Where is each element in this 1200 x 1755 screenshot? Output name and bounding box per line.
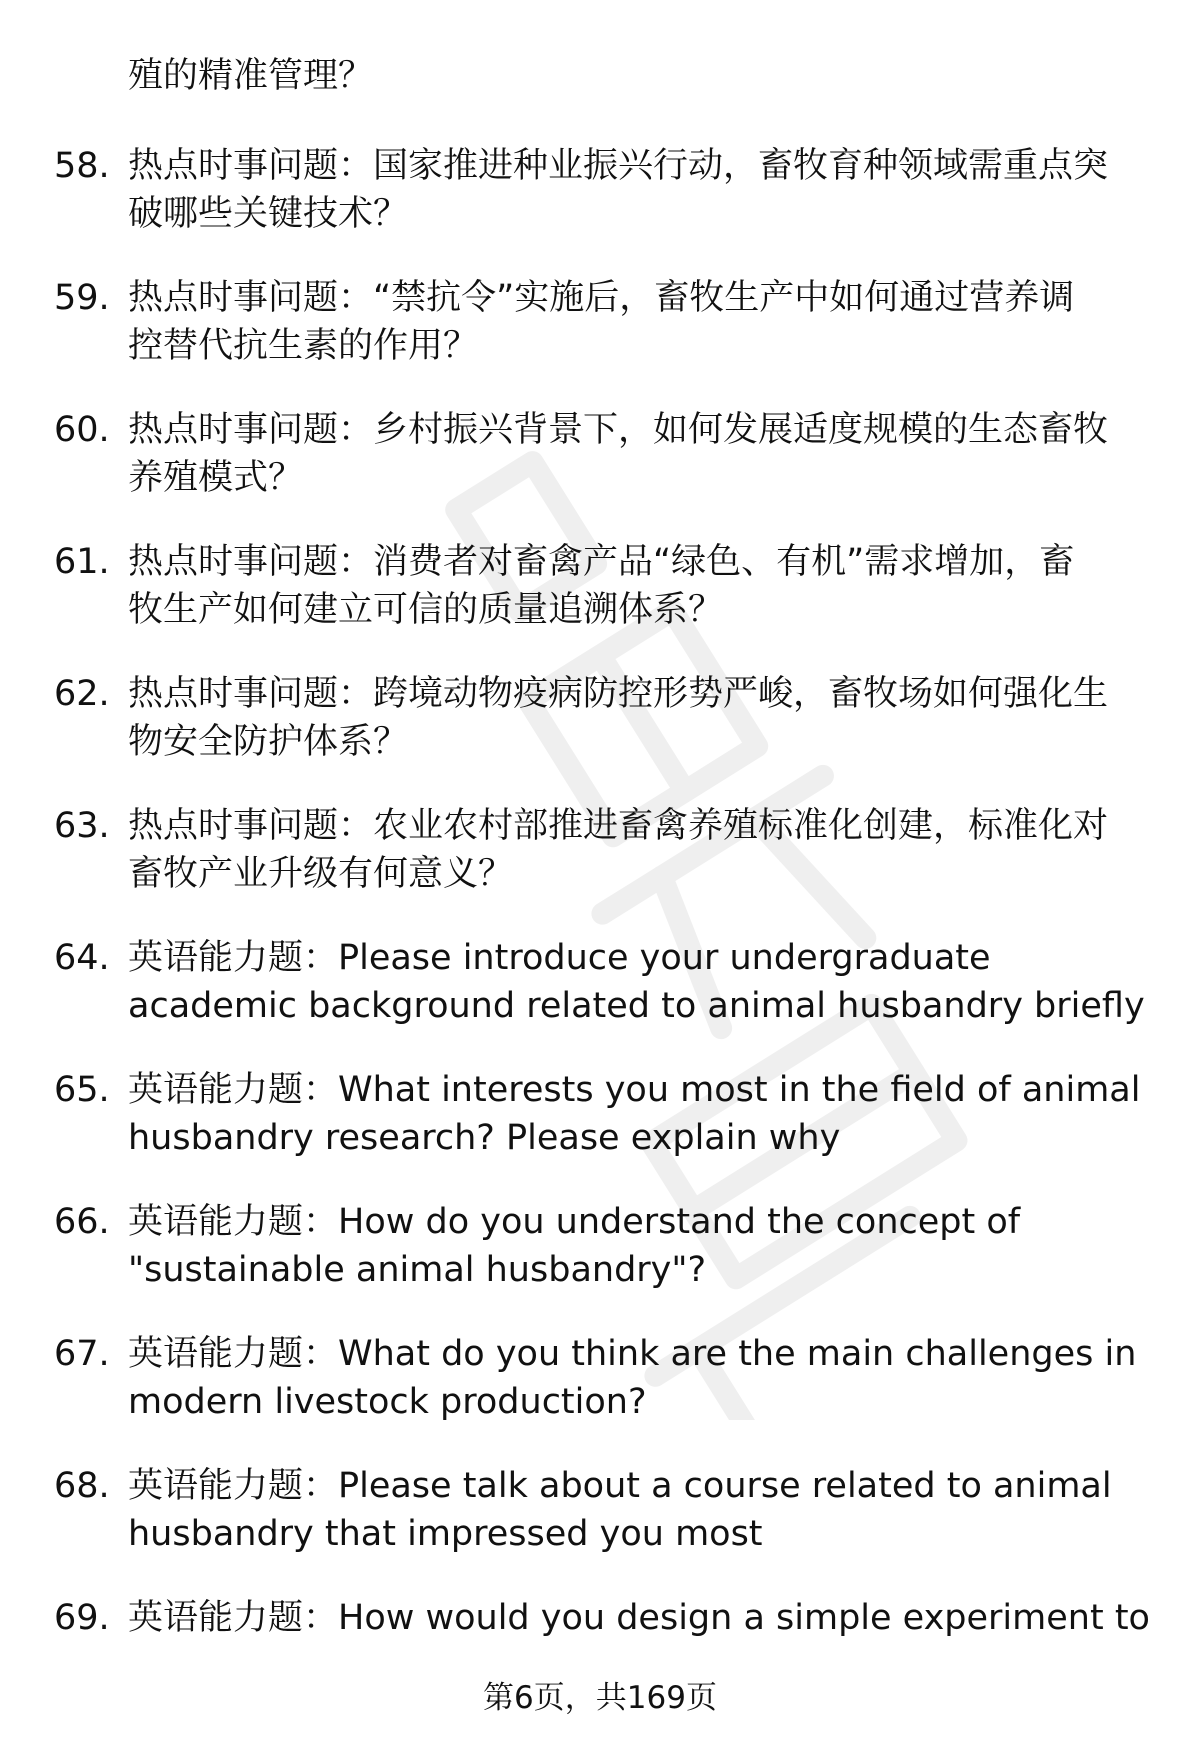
question-line: academic background related to animal husbandry briefly — [128, 986, 1145, 1026]
question-item — [0, 274, 1200, 370]
question-number: 68. — [54, 1466, 110, 1506]
question-text — [128, 274, 1163, 370]
question-item — [0, 670, 1200, 766]
question-number: 58. — [54, 146, 110, 186]
question-text — [128, 406, 1163, 502]
question-item — [0, 802, 1200, 898]
question-line: 热点时事问题：消费者对畜禽产品“绿色、有机”需求增加，畜 — [128, 542, 1075, 582]
question-item — [0, 406, 1200, 502]
question-number: 60. — [54, 410, 110, 450]
question-number: 65. — [54, 1070, 110, 1110]
question-text — [128, 1462, 1163, 1558]
question-number: 59. — [54, 278, 110, 318]
question-text — [128, 538, 1163, 634]
question-number: 63. — [54, 806, 110, 846]
question-line: 英语能力题：How do you understand the concept of — [128, 1202, 1021, 1242]
question-line: modern livestock production? — [128, 1382, 647, 1422]
question-item — [0, 1198, 1200, 1294]
question-line: 英语能力题：What do you think are the main challenges in — [128, 1334, 1137, 1374]
question-item — [0, 538, 1200, 634]
question-line: 牧生产如何建立可信的质量追溯体系？ — [128, 590, 724, 630]
question-item — [0, 142, 1200, 238]
question-line: 英语能力题：Please talk about a course related to animal — [128, 1466, 1112, 1506]
question-line: 养殖模式？ — [128, 458, 304, 498]
question-text — [128, 1066, 1163, 1162]
question-line: 控替代抗生素的作用？ — [128, 326, 479, 366]
question-line: 热点时事问题：农业农村部推进畜禽养殖标准化创建，标准化对 — [128, 806, 1109, 846]
question-line: 热点时事问题：国家推进种业振兴行动，畜牧育种领域需重点突 — [128, 146, 1109, 186]
question-line: 英语能力题：What interests you most in the field of animal — [128, 1070, 1141, 1110]
question-text — [128, 1198, 1163, 1294]
question-line: 热点时事问题：“禁抗令”实施后，畜牧生产中如何通过营养调 — [128, 278, 1075, 318]
question-item — [0, 1066, 1200, 1162]
question-text — [128, 670, 1163, 766]
question-number: 67. — [54, 1334, 110, 1374]
question-list — [0, 142, 1200, 1726]
question-item — [0, 934, 1200, 1030]
question-number: 64. — [54, 938, 110, 978]
question-line: 英语能力题：Please introduce your undergraduate — [128, 938, 991, 978]
question-number: 62. — [54, 674, 110, 714]
question-line: husbandry that impressed you most — [128, 1514, 763, 1554]
question-number: 61. — [54, 542, 110, 582]
question-line: 热点时事问题：跨境动物疫病防控形势严峻，畜牧场如何强化生 — [128, 674, 1109, 714]
question-text — [128, 802, 1163, 898]
question-line: 破哪些关键技术？ — [128, 194, 409, 234]
continuation-line: 殖的精准管理？ — [128, 56, 374, 96]
question-text — [128, 1330, 1163, 1426]
question-number: 66. — [54, 1202, 110, 1242]
question-item — [0, 1594, 1200, 1690]
page-footer: 第6页，共169页 — [483, 1680, 717, 1716]
question-text — [128, 1594, 1163, 1642]
question-line: 畜牧产业升级有何意义？ — [128, 854, 514, 894]
question-line: 物安全防护体系？ — [128, 722, 409, 762]
question-item — [0, 1330, 1200, 1426]
question-line: "sustainable animal husbandry"? — [128, 1250, 707, 1290]
question-text — [128, 142, 1163, 238]
question-text — [128, 934, 1163, 1030]
question-item — [0, 1462, 1200, 1558]
question-line: 热点时事问题：乡村振兴背景下，如何发展适度规模的生态畜牧 — [128, 410, 1109, 450]
question-line: husbandry research? Please explain why — [128, 1118, 841, 1158]
question-line: 英语能力题：How would you design a simple experiment to — [128, 1598, 1150, 1638]
question-number: 69. — [54, 1598, 110, 1638]
